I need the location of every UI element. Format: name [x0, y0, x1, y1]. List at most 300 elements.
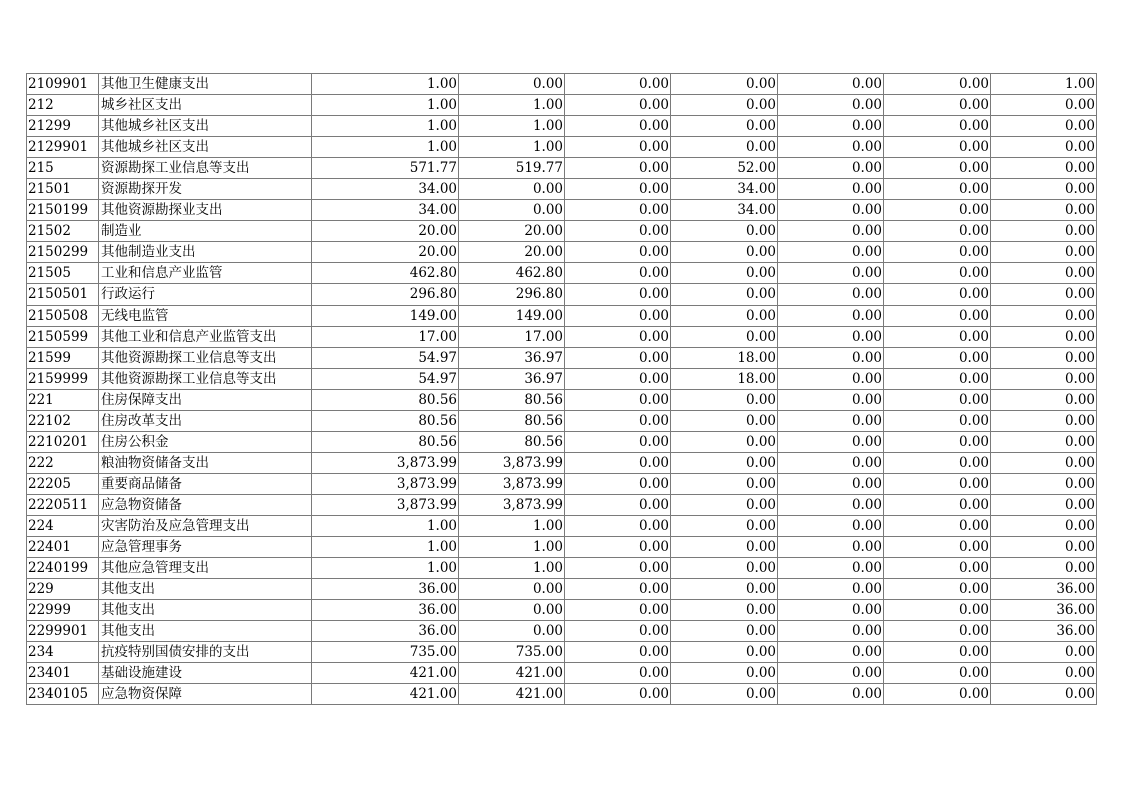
col-8-cell: 0.00 — [884, 263, 991, 284]
col-9-cell: 0.00 — [991, 158, 1097, 179]
subject-name-cell: 城乡社区支出 — [99, 95, 312, 116]
subject-code-cell: 23401 — [27, 663, 99, 684]
col-7-cell: 0.00 — [778, 473, 884, 494]
col-6-cell: 0.00 — [671, 537, 778, 558]
col-9-cell: 36.00 — [991, 621, 1097, 642]
col-5-cell: 0.00 — [565, 263, 671, 284]
table-row — [27, 263, 1097, 284]
col-5-cell: 0.00 — [565, 158, 671, 179]
col-4-cell: 3,873.99 — [459, 452, 565, 473]
col-9-cell: 0.00 — [991, 537, 1097, 558]
subject-name-cell: 行政运行 — [99, 284, 312, 305]
col-6-cell: 0.00 — [671, 263, 778, 284]
total-cell: 36.00 — [312, 600, 459, 621]
table-row — [27, 684, 1097, 705]
col-5-cell: 0.00 — [565, 473, 671, 494]
col-6-cell: 18.00 — [671, 347, 778, 368]
col-4-cell: 149.00 — [459, 305, 565, 326]
subject-code-cell: 234 — [27, 642, 99, 663]
subject-code-cell: 224 — [27, 515, 99, 536]
col-9-cell: 0.00 — [991, 179, 1097, 200]
col-5-cell: 0.00 — [565, 600, 671, 621]
subject-name-cell: 制造业 — [99, 221, 312, 242]
col-8-cell: 0.00 — [884, 74, 991, 95]
subject-name-cell: 应急物资保障 — [99, 684, 312, 705]
subject-code-cell: 222 — [27, 452, 99, 473]
total-cell: 462.80 — [312, 263, 459, 284]
col-4-cell: 3,873.99 — [459, 473, 565, 494]
col-6-cell: 18.00 — [671, 368, 778, 389]
col-4-cell: 0.00 — [459, 200, 565, 221]
col-8-cell: 0.00 — [884, 200, 991, 221]
subject-name-cell: 抗疫特别国债安排的支出 — [99, 642, 312, 663]
col-7-cell: 0.00 — [778, 600, 884, 621]
col-8-cell: 0.00 — [884, 642, 991, 663]
table-row — [27, 95, 1097, 116]
total-cell: 80.56 — [312, 431, 459, 452]
col-7-cell: 0.00 — [778, 579, 884, 600]
total-cell: 34.00 — [312, 200, 459, 221]
col-9-cell: 0.00 — [991, 494, 1097, 515]
subject-name-cell: 应急管理事务 — [99, 537, 312, 558]
col-9-cell: 0.00 — [991, 137, 1097, 158]
table-row — [27, 347, 1097, 368]
col-8-cell: 0.00 — [884, 579, 991, 600]
col-9-cell: 0.00 — [991, 473, 1097, 494]
subject-name-cell: 其他城乡社区支出 — [99, 137, 312, 158]
col-5-cell: 0.00 — [565, 389, 671, 410]
table-row — [27, 558, 1097, 579]
col-8-cell: 0.00 — [884, 116, 991, 137]
subject-code-cell: 22205 — [27, 473, 99, 494]
table-row — [27, 579, 1097, 600]
col-4-cell: 36.97 — [459, 368, 565, 389]
col-5-cell: 0.00 — [565, 284, 671, 305]
total-cell: 34.00 — [312, 179, 459, 200]
col-7-cell: 0.00 — [778, 284, 884, 305]
col-9-cell: 0.00 — [991, 221, 1097, 242]
col-9-cell: 0.00 — [991, 305, 1097, 326]
col-4-cell: 421.00 — [459, 684, 565, 705]
col-8-cell: 0.00 — [884, 494, 991, 515]
col-6-cell: 0.00 — [671, 95, 778, 116]
col-6-cell: 0.00 — [671, 600, 778, 621]
table-row — [27, 200, 1097, 221]
col-9-cell: 0.00 — [991, 558, 1097, 579]
subject-code-cell: 21505 — [27, 263, 99, 284]
subject-name-cell: 住房改革支出 — [99, 410, 312, 431]
col-7-cell: 0.00 — [778, 684, 884, 705]
table-body — [27, 74, 1097, 705]
col-4-cell: 0.00 — [459, 179, 565, 200]
subject-code-cell: 2210201 — [27, 431, 99, 452]
col-4-cell: 1.00 — [459, 537, 565, 558]
subject-name-cell: 其他应急管理支出 — [99, 558, 312, 579]
col-5-cell: 0.00 — [565, 410, 671, 431]
col-5-cell: 0.00 — [565, 621, 671, 642]
col-6-cell: 0.00 — [671, 284, 778, 305]
col-5-cell: 0.00 — [565, 515, 671, 536]
table-row — [27, 389, 1097, 410]
total-cell: 54.97 — [312, 347, 459, 368]
table-row — [27, 221, 1097, 242]
col-6-cell: 34.00 — [671, 200, 778, 221]
col-7-cell: 0.00 — [778, 368, 884, 389]
total-cell: 1.00 — [312, 95, 459, 116]
col-9-cell: 1.00 — [991, 74, 1097, 95]
table-row — [27, 452, 1097, 473]
col-4-cell: 735.00 — [459, 642, 565, 663]
col-8-cell: 0.00 — [884, 326, 991, 347]
col-9-cell: 36.00 — [991, 579, 1097, 600]
col-4-cell: 1.00 — [459, 515, 565, 536]
subject-code-cell: 2109901 — [27, 74, 99, 95]
col-4-cell: 1.00 — [459, 558, 565, 579]
total-cell: 20.00 — [312, 221, 459, 242]
col-8-cell: 0.00 — [884, 305, 991, 326]
col-5-cell: 0.00 — [565, 579, 671, 600]
table-row — [27, 494, 1097, 515]
total-cell: 735.00 — [312, 642, 459, 663]
col-4-cell: 0.00 — [459, 74, 565, 95]
col-9-cell: 0.00 — [991, 284, 1097, 305]
subject-code-cell: 22102 — [27, 410, 99, 431]
col-6-cell: 0.00 — [671, 410, 778, 431]
subject-code-cell: 2220511 — [27, 494, 99, 515]
total-cell: 80.56 — [312, 389, 459, 410]
subject-code-cell: 22999 — [27, 600, 99, 621]
col-4-cell: 1.00 — [459, 95, 565, 116]
col-8-cell: 0.00 — [884, 537, 991, 558]
col-9-cell: 0.00 — [991, 684, 1097, 705]
col-5-cell: 0.00 — [565, 663, 671, 684]
total-cell: 1.00 — [312, 74, 459, 95]
subject-code-cell: 2150299 — [27, 242, 99, 263]
col-8-cell: 0.00 — [884, 663, 991, 684]
col-4-cell: 20.00 — [459, 242, 565, 263]
col-5-cell: 0.00 — [565, 642, 671, 663]
col-5-cell: 0.00 — [565, 179, 671, 200]
subject-name-cell: 其他资源勘探工业信息等支出 — [99, 368, 312, 389]
table-row — [27, 473, 1097, 494]
subject-code-cell: 221 — [27, 389, 99, 410]
col-6-cell: 34.00 — [671, 179, 778, 200]
total-cell: 17.00 — [312, 326, 459, 347]
total-cell: 149.00 — [312, 305, 459, 326]
total-cell: 1.00 — [312, 537, 459, 558]
col-6-cell: 0.00 — [671, 221, 778, 242]
total-cell: 1.00 — [312, 116, 459, 137]
col-5-cell: 0.00 — [565, 221, 671, 242]
subject-name-cell: 其他支出 — [99, 579, 312, 600]
col-5-cell: 0.00 — [565, 347, 671, 368]
table-row — [27, 642, 1097, 663]
col-7-cell: 0.00 — [778, 621, 884, 642]
subject-code-cell: 2150501 — [27, 284, 99, 305]
subject-code-cell: 2159999 — [27, 368, 99, 389]
subject-code-cell: 2299901 — [27, 621, 99, 642]
col-6-cell: 0.00 — [671, 137, 778, 158]
col-4-cell: 80.56 — [459, 389, 565, 410]
total-cell: 571.77 — [312, 158, 459, 179]
table-row — [27, 326, 1097, 347]
table-row — [27, 410, 1097, 431]
subject-code-cell: 229 — [27, 579, 99, 600]
col-4-cell: 36.97 — [459, 347, 565, 368]
table-row — [27, 431, 1097, 452]
col-5-cell: 0.00 — [565, 326, 671, 347]
col-6-cell: 52.00 — [671, 158, 778, 179]
col-5-cell: 0.00 — [565, 74, 671, 95]
col-4-cell: 0.00 — [459, 579, 565, 600]
subject-code-cell: 215 — [27, 158, 99, 179]
subject-code-cell: 21299 — [27, 116, 99, 137]
total-cell: 1.00 — [312, 137, 459, 158]
col-6-cell: 0.00 — [671, 579, 778, 600]
total-cell: 36.00 — [312, 579, 459, 600]
col-7-cell: 0.00 — [778, 537, 884, 558]
subject-name-cell: 其他卫生健康支出 — [99, 74, 312, 95]
col-9-cell: 0.00 — [991, 389, 1097, 410]
col-7-cell: 0.00 — [778, 305, 884, 326]
total-cell: 296.80 — [312, 284, 459, 305]
subject-name-cell: 灾害防治及应急管理支出 — [99, 515, 312, 536]
col-5-cell: 0.00 — [565, 116, 671, 137]
table-row — [27, 663, 1097, 684]
col-8-cell: 0.00 — [884, 242, 991, 263]
total-cell: 1.00 — [312, 558, 459, 579]
col-5-cell: 0.00 — [565, 305, 671, 326]
col-4-cell: 80.56 — [459, 431, 565, 452]
table-row — [27, 368, 1097, 389]
col-7-cell: 0.00 — [778, 158, 884, 179]
col-4-cell: 462.80 — [459, 263, 565, 284]
col-6-cell: 0.00 — [671, 558, 778, 579]
subject-code-cell: 22401 — [27, 537, 99, 558]
table-row — [27, 284, 1097, 305]
col-8-cell: 0.00 — [884, 431, 991, 452]
col-9-cell: 0.00 — [991, 431, 1097, 452]
col-8-cell: 0.00 — [884, 473, 991, 494]
subject-code-cell: 2240199 — [27, 558, 99, 579]
col-6-cell: 0.00 — [671, 621, 778, 642]
col-9-cell: 0.00 — [991, 368, 1097, 389]
col-4-cell: 17.00 — [459, 326, 565, 347]
col-4-cell: 0.00 — [459, 600, 565, 621]
col-5-cell: 0.00 — [565, 494, 671, 515]
col-5-cell: 0.00 — [565, 95, 671, 116]
table-row — [27, 621, 1097, 642]
table-row — [27, 600, 1097, 621]
col-9-cell: 0.00 — [991, 347, 1097, 368]
col-5-cell: 0.00 — [565, 137, 671, 158]
col-8-cell: 0.00 — [884, 600, 991, 621]
col-6-cell: 0.00 — [671, 473, 778, 494]
subject-name-cell: 其他制造业支出 — [99, 242, 312, 263]
subject-code-cell: 2340105 — [27, 684, 99, 705]
col-8-cell: 0.00 — [884, 621, 991, 642]
col-9-cell: 0.00 — [991, 642, 1097, 663]
col-8-cell: 0.00 — [884, 137, 991, 158]
subject-name-cell: 应急物资储备 — [99, 494, 312, 515]
col-8-cell: 0.00 — [884, 684, 991, 705]
col-7-cell: 0.00 — [778, 515, 884, 536]
col-6-cell: 0.00 — [671, 494, 778, 515]
total-cell: 421.00 — [312, 663, 459, 684]
subject-name-cell: 资源勘探开发 — [99, 179, 312, 200]
subject-name-cell: 粮油物资储备支出 — [99, 452, 312, 473]
col-7-cell: 0.00 — [778, 221, 884, 242]
col-6-cell: 0.00 — [671, 431, 778, 452]
col-8-cell: 0.00 — [884, 221, 991, 242]
col-5-cell: 0.00 — [565, 537, 671, 558]
budget-table — [26, 73, 1097, 705]
subject-name-cell: 其他支出 — [99, 621, 312, 642]
col-4-cell: 20.00 — [459, 221, 565, 242]
col-6-cell: 0.00 — [671, 684, 778, 705]
col-9-cell: 0.00 — [991, 663, 1097, 684]
col-8-cell: 0.00 — [884, 347, 991, 368]
total-cell: 20.00 — [312, 242, 459, 263]
col-8-cell: 0.00 — [884, 95, 991, 116]
table-row — [27, 116, 1097, 137]
subject-code-cell: 21599 — [27, 347, 99, 368]
table-row — [27, 515, 1097, 536]
col-6-cell: 0.00 — [671, 116, 778, 137]
col-4-cell: 1.00 — [459, 137, 565, 158]
col-9-cell: 0.00 — [991, 200, 1097, 221]
col-8-cell: 0.00 — [884, 158, 991, 179]
col-7-cell: 0.00 — [778, 410, 884, 431]
col-7-cell: 0.00 — [778, 179, 884, 200]
col-9-cell: 0.00 — [991, 452, 1097, 473]
col-6-cell: 0.00 — [671, 389, 778, 410]
subject-name-cell: 重要商品储备 — [99, 473, 312, 494]
col-4-cell: 80.56 — [459, 410, 565, 431]
col-7-cell: 0.00 — [778, 242, 884, 263]
col-5-cell: 0.00 — [565, 242, 671, 263]
col-9-cell: 36.00 — [991, 600, 1097, 621]
col-7-cell: 0.00 — [778, 116, 884, 137]
subject-code-cell: 2150199 — [27, 200, 99, 221]
subject-code-cell: 212 — [27, 95, 99, 116]
col-5-cell: 0.00 — [565, 558, 671, 579]
col-4-cell: 0.00 — [459, 621, 565, 642]
col-4-cell: 1.00 — [459, 116, 565, 137]
subject-name-cell: 其他资源勘探业支出 — [99, 200, 312, 221]
table-row — [27, 242, 1097, 263]
subject-code-cell: 21501 — [27, 179, 99, 200]
table-row — [27, 179, 1097, 200]
col-6-cell: 0.00 — [671, 242, 778, 263]
col-8-cell: 0.00 — [884, 410, 991, 431]
col-5-cell: 0.00 — [565, 431, 671, 452]
subject-name-cell: 资源勘探工业信息等支出 — [99, 158, 312, 179]
col-7-cell: 0.00 — [778, 642, 884, 663]
col-7-cell: 0.00 — [778, 347, 884, 368]
col-4-cell: 421.00 — [459, 663, 565, 684]
subject-name-cell: 住房保障支出 — [99, 389, 312, 410]
subject-name-cell: 基础设施建设 — [99, 663, 312, 684]
col-8-cell: 0.00 — [884, 558, 991, 579]
table-row — [27, 158, 1097, 179]
subject-name-cell: 无线电监管 — [99, 305, 312, 326]
table-row — [27, 305, 1097, 326]
table-row — [27, 137, 1097, 158]
subject-code-cell: 2150508 — [27, 305, 99, 326]
total-cell: 36.00 — [312, 621, 459, 642]
col-6-cell: 0.00 — [671, 515, 778, 536]
subject-name-cell: 其他城乡社区支出 — [99, 116, 312, 137]
col-6-cell: 0.00 — [671, 663, 778, 684]
col-7-cell: 0.00 — [778, 452, 884, 473]
subject-name-cell: 工业和信息产业监管 — [99, 263, 312, 284]
col-8-cell: 0.00 — [884, 452, 991, 473]
col-5-cell: 0.00 — [565, 200, 671, 221]
subject-name-cell: 其他工业和信息产业监管支出 — [99, 326, 312, 347]
subject-code-cell: 2129901 — [27, 137, 99, 158]
subject-code-cell: 21502 — [27, 221, 99, 242]
col-7-cell: 0.00 — [778, 494, 884, 515]
col-7-cell: 0.00 — [778, 200, 884, 221]
total-cell: 3,873.99 — [312, 452, 459, 473]
col-7-cell: 0.00 — [778, 389, 884, 410]
col-4-cell: 519.77 — [459, 158, 565, 179]
table-row — [27, 74, 1097, 95]
col-9-cell: 0.00 — [991, 263, 1097, 284]
total-cell: 3,873.99 — [312, 473, 459, 494]
col-7-cell: 0.00 — [778, 431, 884, 452]
col-7-cell: 0.00 — [778, 95, 884, 116]
col-8-cell: 0.00 — [884, 179, 991, 200]
col-7-cell: 0.00 — [778, 558, 884, 579]
col-7-cell: 0.00 — [778, 263, 884, 284]
col-5-cell: 0.00 — [565, 684, 671, 705]
col-5-cell: 0.00 — [565, 368, 671, 389]
col-5-cell: 0.00 — [565, 452, 671, 473]
subject-name-cell: 住房公积金 — [99, 431, 312, 452]
table-row — [27, 537, 1097, 558]
col-8-cell: 0.00 — [884, 389, 991, 410]
total-cell: 80.56 — [312, 410, 459, 431]
subject-name-cell: 其他资源勘探工业信息等支出 — [99, 347, 312, 368]
col-8-cell: 0.00 — [884, 515, 991, 536]
col-4-cell: 3,873.99 — [459, 494, 565, 515]
col-6-cell: 0.00 — [671, 326, 778, 347]
col-7-cell: 0.00 — [778, 663, 884, 684]
col-6-cell: 0.00 — [671, 642, 778, 663]
col-7-cell: 0.00 — [778, 137, 884, 158]
col-9-cell: 0.00 — [991, 116, 1097, 137]
total-cell: 3,873.99 — [312, 494, 459, 515]
col-9-cell: 0.00 — [991, 242, 1097, 263]
col-8-cell: 0.00 — [884, 368, 991, 389]
col-9-cell: 0.00 — [991, 515, 1097, 536]
col-4-cell: 296.80 — [459, 284, 565, 305]
col-7-cell: 0.00 — [778, 74, 884, 95]
subject-name-cell: 其他支出 — [99, 600, 312, 621]
col-6-cell: 0.00 — [671, 305, 778, 326]
col-6-cell: 0.00 — [671, 452, 778, 473]
total-cell: 54.97 — [312, 368, 459, 389]
col-9-cell: 0.00 — [991, 326, 1097, 347]
col-6-cell: 0.00 — [671, 74, 778, 95]
col-8-cell: 0.00 — [884, 284, 991, 305]
col-9-cell: 0.00 — [991, 410, 1097, 431]
col-7-cell: 0.00 — [778, 326, 884, 347]
total-cell: 421.00 — [312, 684, 459, 705]
col-9-cell: 0.00 — [991, 95, 1097, 116]
